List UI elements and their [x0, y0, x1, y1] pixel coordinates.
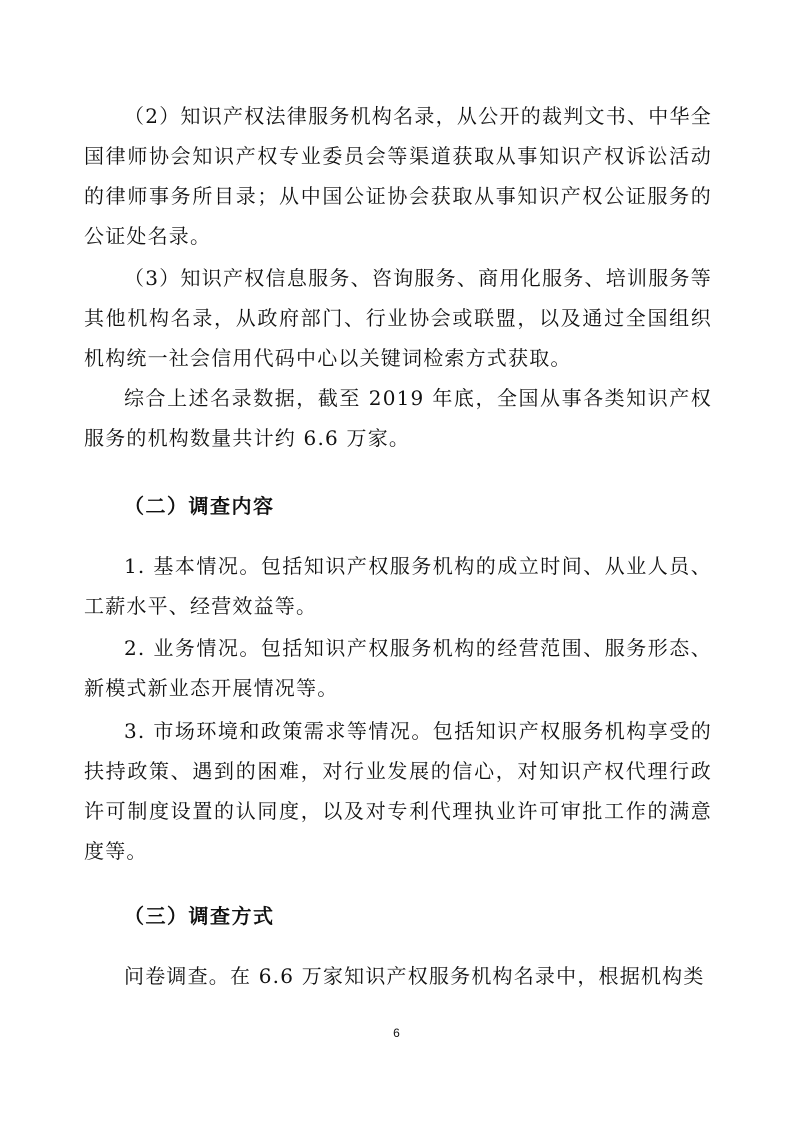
paragraph-legal-service-directory: （2）知识产权法律服务机构名录，从公开的裁判文书、中华全国律师协会知识产权专业委员会等渠道获取从事知识产权诉讼活动的律师事务所目录；从中国公证协会获取从事知识产权公证服务的公证处名录。: [84, 104, 712, 248]
section-heading-survey-content: （二）调查内容: [124, 494, 275, 518]
section-heading-survey-method: （三）调查方式: [124, 904, 275, 928]
paragraph-basic-info: 1. 基本情况。包括知识产权服务机构的成立时间、从业人员、工薪水平、经营效益等。: [84, 554, 712, 618]
paragraph-total-count: 综合上述名录数据，截至 2019 年底，全国从事各类知识产权服务的机构数量共计约 6.6 万家。: [84, 386, 712, 450]
paragraph-other-service-directory: （3）知识产权信息服务、咨询服务、商用化服务、培训服务等其他机构名录，从政府部门、行业协会或联盟，以及通过全国组织机构统一社会信用代码中心以关键词检索方式获取。: [84, 266, 712, 370]
paragraph-business-info: 2. 业务情况。包括知识产权服务机构的经营范围、服务形态、新模式新业态开展情况等。: [84, 636, 712, 700]
paragraph-questionnaire: 问卷调查。在 6.6 万家知识产权服务机构名录中，根据机构类: [124, 964, 705, 988]
paragraph-market-policy: 3. 市场环境和政策需求等情况。包括知识产权服务机构享受的扶持政策、遇到的困难，对行业发展的信心，对知识产权代理行政许可制度设置的认同度，以及对专利代理执业许可审批工作的满意度等。: [84, 719, 712, 863]
page-number: 6: [393, 1026, 400, 1040]
